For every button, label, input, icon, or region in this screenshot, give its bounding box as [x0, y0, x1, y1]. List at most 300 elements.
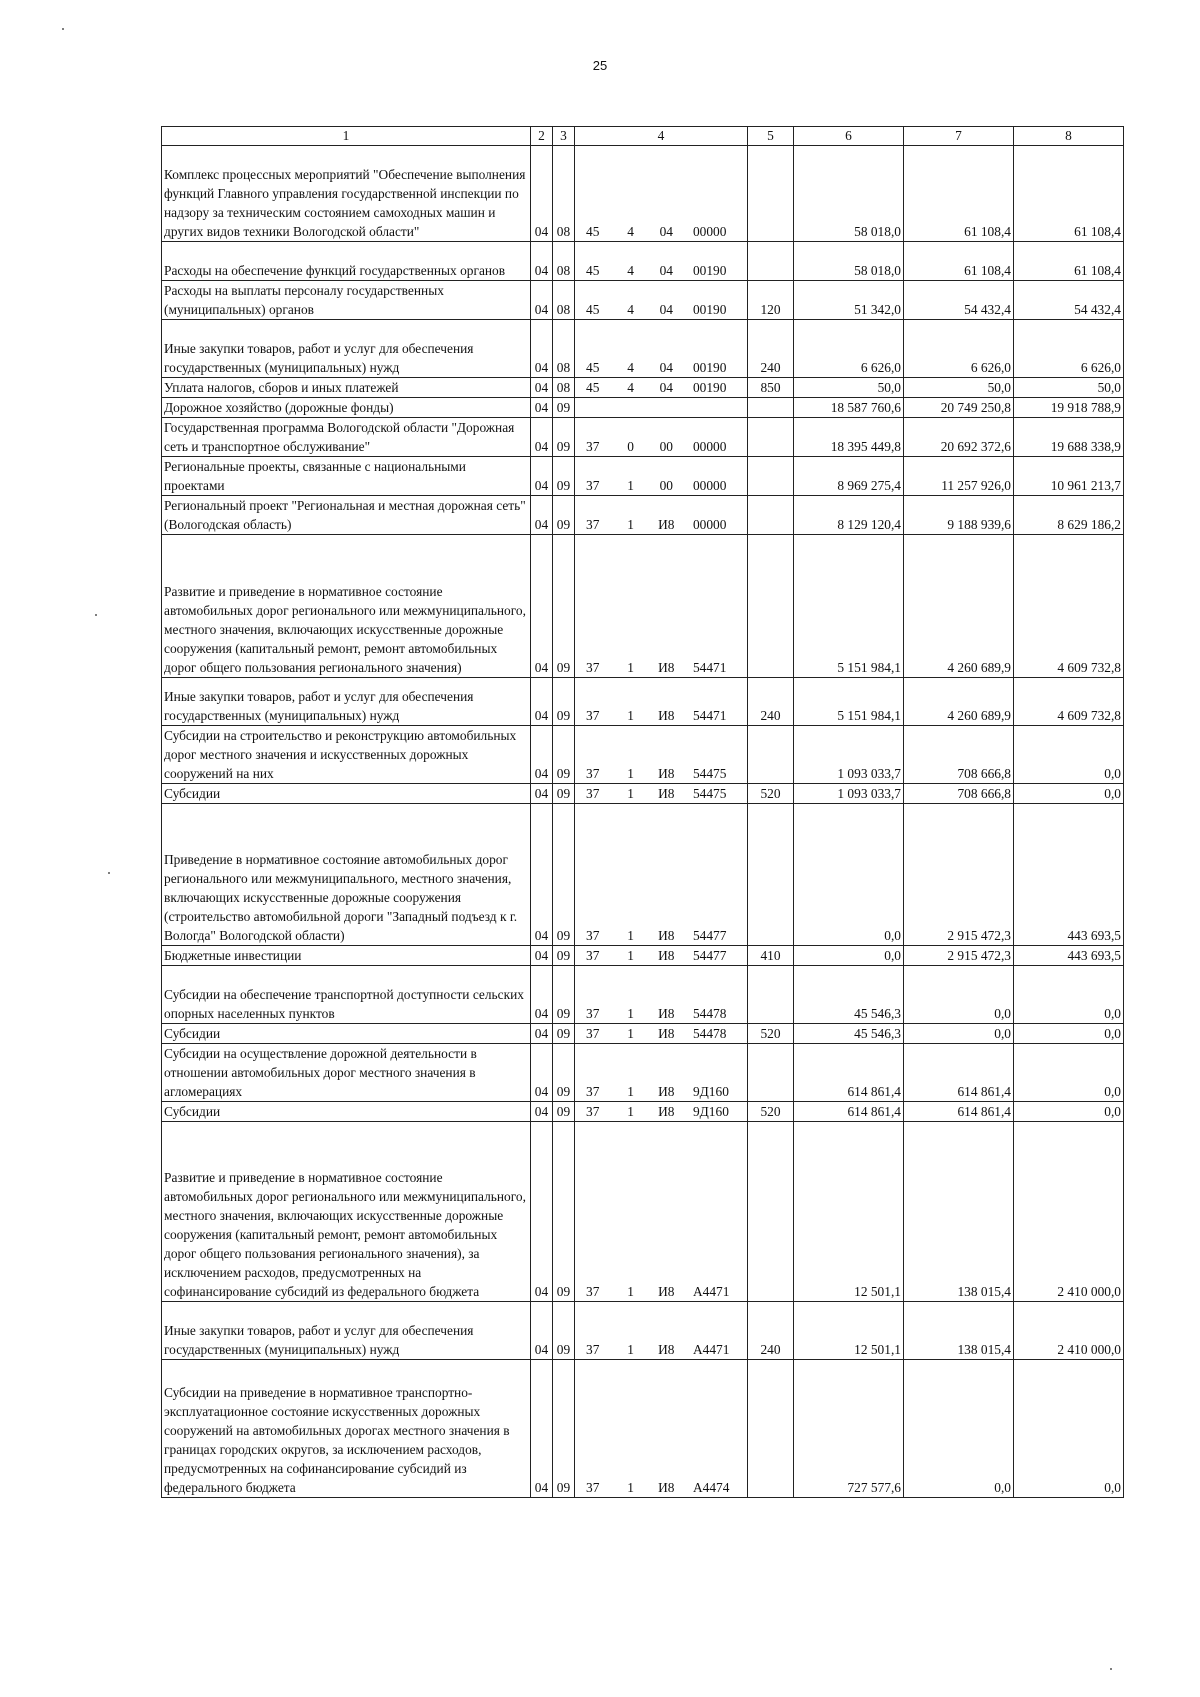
- target-article-code-parts: [577, 1004, 745, 1023]
- expense-type-code: [748, 457, 794, 496]
- table-row: [162, 1302, 1124, 1360]
- amount-year-1: 5 151 984,1: [794, 678, 904, 726]
- target-article-code: [575, 1102, 748, 1122]
- code-part-4: 9Д160: [692, 1104, 729, 1119]
- amount-year-3: 8 629 186,2: [1014, 496, 1124, 535]
- amount-year-3: 2 410 000,0: [1014, 1122, 1124, 1302]
- subsection-code: 09: [553, 1024, 575, 1044]
- target-article-code: [575, 784, 748, 804]
- amount-year-3: 6 626,0: [1014, 320, 1124, 378]
- header-col-7: 7: [904, 127, 1014, 146]
- page-number: 25: [592, 58, 608, 73]
- table-row: [162, 1024, 1124, 1044]
- amount-year-2: 2 915 472,3: [904, 946, 1014, 966]
- amount-year-2: 0,0: [904, 966, 1014, 1024]
- table-row: [162, 281, 1124, 320]
- amount-year-2: 9 188 939,6: [904, 496, 1014, 535]
- amount-year-1: 0,0: [794, 946, 904, 966]
- amount-year-2: 0,0: [904, 1024, 1014, 1044]
- amount-year-2: 50,0: [904, 378, 1014, 398]
- subsection-code: 08: [553, 320, 575, 378]
- target-article-code-parts: [577, 222, 745, 241]
- code-part-1: 37: [586, 1342, 600, 1357]
- code-part-3: 04: [659, 360, 673, 375]
- code-part-2: 1: [627, 660, 634, 675]
- target-article-code: [575, 281, 748, 320]
- subsection-code: 09: [553, 784, 575, 804]
- code-part-1: 45: [586, 263, 600, 278]
- amount-year-3: 443 693,5: [1014, 804, 1124, 946]
- subsection-code: 09: [553, 966, 575, 1024]
- table-row: [162, 535, 1124, 678]
- amount-year-1: 0,0: [794, 804, 904, 946]
- target-article-code: [575, 726, 748, 784]
- code-part-3: 04: [659, 302, 673, 317]
- code-part-2: 4: [627, 380, 634, 395]
- target-article-code-parts: [577, 764, 745, 783]
- amount-year-3: 443 693,5: [1014, 946, 1124, 966]
- code-part-3: 00: [659, 478, 673, 493]
- section-code: 04: [531, 378, 553, 398]
- code-part-1: 37: [586, 478, 600, 493]
- code-part-1: 37: [586, 1480, 600, 1495]
- section-code: 04: [531, 1122, 553, 1302]
- subsection-code: 09: [553, 726, 575, 784]
- section-code: 04: [531, 1302, 553, 1360]
- target-article-code: [575, 378, 748, 398]
- section-code: 04: [531, 146, 553, 242]
- target-article-code: [575, 418, 748, 457]
- amount-year-3: 0,0: [1014, 784, 1124, 804]
- amount-year-1: 1 093 033,7: [794, 726, 904, 784]
- section-code: 04: [531, 1024, 553, 1044]
- target-article-code: [575, 1044, 748, 1102]
- amount-year-2: 61 108,4: [904, 242, 1014, 281]
- code-part-1: 37: [586, 1026, 600, 1041]
- expense-type-code: 520: [748, 1024, 794, 1044]
- amount-year-1: 8 129 120,4: [794, 496, 904, 535]
- row-name: Иные закупки товаров, работ и услуг для обеспечения государственных (муниципальных) нужд: [162, 320, 531, 378]
- row-name: Расходы на выплаты персоналу государственных (муниципальных) органов: [162, 281, 531, 320]
- code-part-1: 37: [586, 766, 600, 781]
- amount-year-2: 138 015,4: [904, 1122, 1014, 1302]
- expense-type-code: 240: [748, 1302, 794, 1360]
- target-article-code: [575, 1122, 748, 1302]
- code-part-3: И8: [658, 1284, 675, 1299]
- code-part-2: 1: [627, 948, 634, 963]
- row-name: Субсидии на приведение в нормативное транспортно-эксплуатационное состояние искусственных дорожных сооружений на автомобильных дорогах местного значения в границах городских округов, за исключением расходов, предусмотренных на софинансирование субсидий из федерального бюджета: [162, 1360, 531, 1498]
- target-article-code-parts: [577, 515, 745, 534]
- amount-year-1: 12 501,1: [794, 1122, 904, 1302]
- amount-year-1: 12 501,1: [794, 1302, 904, 1360]
- amount-year-2: 61 108,4: [904, 146, 1014, 242]
- expense-type-code: [748, 146, 794, 242]
- target-article-code: [575, 966, 748, 1024]
- budget-table: [161, 126, 1124, 1498]
- subsection-code: 09: [553, 1360, 575, 1498]
- expense-type-code: 520: [748, 784, 794, 804]
- row-name: Развитие и приведение в нормативное состояние автомобильных дорог регионального или межмуниципального, местного значения, включающих искусственные дорожные сооружения (капитальный ремонт, ремонт автомобильных дорог общего пользования регионального значения), за исключением расходов, предусмотренных на софинансирование субсидий из федерального бюджета: [162, 1122, 531, 1302]
- code-part-2: 1: [627, 1104, 634, 1119]
- table-row: [162, 242, 1124, 281]
- code-part-4: 54478: [692, 1026, 727, 1041]
- section-code: 04: [531, 804, 553, 946]
- subsection-code: 09: [553, 804, 575, 946]
- expense-type-code: 240: [748, 678, 794, 726]
- expense-type-code: [748, 418, 794, 457]
- section-code: 04: [531, 1102, 553, 1122]
- amount-year-1: 50,0: [794, 378, 904, 398]
- target-article-code: [575, 320, 748, 378]
- row-name: Субсидии на строительство и реконструкцию автомобильных дорог местного значения и искусственных дорожных сооружений на них: [162, 726, 531, 784]
- table-row: [162, 804, 1124, 946]
- amount-year-1: 18 395 449,8: [794, 418, 904, 457]
- code-part-2: 0: [627, 439, 634, 454]
- target-article-code-parts: [577, 1282, 745, 1301]
- amount-year-2: 6 626,0: [904, 320, 1014, 378]
- code-part-4: 54475: [692, 766, 727, 781]
- amount-year-2: 54 432,4: [904, 281, 1014, 320]
- code-part-3: И8: [658, 786, 675, 801]
- subsection-code: 09: [553, 1302, 575, 1360]
- table-row: [162, 1122, 1124, 1302]
- target-article-code-parts: [577, 437, 745, 456]
- expense-type-code: [748, 242, 794, 281]
- code-part-1: 37: [586, 1284, 600, 1299]
- table-body: [162, 146, 1124, 1498]
- amount-year-1: 45 546,3: [794, 1024, 904, 1044]
- code-part-1: 37: [586, 439, 600, 454]
- amount-year-3: 0,0: [1014, 726, 1124, 784]
- section-code: 04: [531, 242, 553, 281]
- row-name: Дорожное хозяйство (дорожные фонды): [162, 398, 531, 418]
- target-article-code-parts: [577, 1024, 745, 1043]
- target-article-code: [575, 804, 748, 946]
- amount-year-2: 2 915 472,3: [904, 804, 1014, 946]
- code-part-3: И8: [658, 517, 675, 532]
- header-col-5: 5: [748, 127, 794, 146]
- code-part-4: 9Д160: [692, 1084, 729, 1099]
- subsection-code: 08: [553, 146, 575, 242]
- subsection-code: 09: [553, 535, 575, 678]
- row-name: Субсидии на обеспечение транспортной доступности сельских опорных населенных пунктов: [162, 966, 531, 1024]
- row-name: Субсидии на осуществление дорожной деятельности в отношении автомобильных дорог местного значения в агломерациях: [162, 1044, 531, 1102]
- row-name: Иные закупки товаров, работ и услуг для обеспечения государственных (муниципальных) нужд: [162, 678, 531, 726]
- section-code: 04: [531, 726, 553, 784]
- code-part-4: 54471: [692, 708, 727, 723]
- table-row: [162, 946, 1124, 966]
- table-row: [162, 418, 1124, 457]
- code-part-1: 37: [586, 928, 600, 943]
- expense-type-code: 410: [748, 946, 794, 966]
- amount-year-1: 5 151 984,1: [794, 535, 904, 678]
- code-part-3: И8: [658, 766, 675, 781]
- row-name: Уплата налогов, сборов и иных платежей: [162, 378, 531, 398]
- expense-type-code: [748, 966, 794, 1024]
- code-part-3: 04: [659, 263, 673, 278]
- table-row: [162, 398, 1124, 418]
- code-part-4: 54475: [692, 786, 727, 801]
- amount-year-1: 6 626,0: [794, 320, 904, 378]
- row-name: Государственная программа Вологодской области "Дорожная сеть и транспортное обслуживание": [162, 418, 531, 457]
- amount-year-2: 708 666,8: [904, 784, 1014, 804]
- section-code: 04: [531, 678, 553, 726]
- subsection-code: 09: [553, 946, 575, 966]
- header-col-6: 6: [794, 127, 904, 146]
- expense-type-code: 850: [748, 378, 794, 398]
- table-row: [162, 678, 1124, 726]
- code-part-4: 54471: [692, 660, 727, 675]
- code-part-2: 1: [627, 1026, 634, 1041]
- code-part-2: 1: [627, 1006, 634, 1021]
- target-article-code-parts: [577, 378, 745, 397]
- row-name: Субсидии: [162, 1102, 531, 1122]
- code-part-2: 1: [627, 478, 634, 493]
- row-name: Субсидии: [162, 784, 531, 804]
- scan-speck: [108, 872, 110, 874]
- subsection-code: 09: [553, 678, 575, 726]
- code-part-3: И8: [658, 948, 675, 963]
- code-part-3: И8: [658, 708, 675, 723]
- header-col-8: 8: [1014, 127, 1124, 146]
- amount-year-2: 0,0: [904, 1360, 1014, 1498]
- section-code: 04: [531, 496, 553, 535]
- expense-type-code: 520: [748, 1102, 794, 1122]
- amount-year-1: 45 546,3: [794, 966, 904, 1024]
- section-code: 04: [531, 457, 553, 496]
- target-article-code: [575, 146, 748, 242]
- target-article-code: [575, 678, 748, 726]
- table-row: [162, 378, 1124, 398]
- amount-year-3: 10 961 213,7: [1014, 457, 1124, 496]
- expense-type-code: [748, 1360, 794, 1498]
- amount-year-1: 1 093 033,7: [794, 784, 904, 804]
- row-name: Расходы на обеспечение функций государственных органов: [162, 242, 531, 281]
- subsection-code: 09: [553, 1044, 575, 1102]
- code-part-3: И8: [658, 1026, 675, 1041]
- amount-year-2: 614 861,4: [904, 1044, 1014, 1102]
- code-part-4: 00000: [692, 439, 727, 454]
- code-part-1: 45: [586, 224, 600, 239]
- amount-year-1: 727 577,6: [794, 1360, 904, 1498]
- row-name: Субсидии: [162, 1024, 531, 1044]
- code-part-1: 45: [586, 302, 600, 317]
- scan-speck: [95, 614, 97, 616]
- subsection-code: 09: [553, 457, 575, 496]
- target-article-code-parts: [577, 946, 745, 965]
- section-code: 04: [531, 1360, 553, 1498]
- code-part-4: 00190: [692, 302, 727, 317]
- code-part-4: 54477: [692, 948, 727, 963]
- code-part-4: 00190: [692, 360, 727, 375]
- code-part-2: 4: [627, 263, 634, 278]
- subsection-code: 09: [553, 1122, 575, 1302]
- code-part-1: 37: [586, 1006, 600, 1021]
- header-col-1: 1: [162, 127, 531, 146]
- amount-year-3: 50,0: [1014, 378, 1124, 398]
- code-part-3: И8: [658, 1006, 675, 1021]
- subsection-code: 08: [553, 242, 575, 281]
- header-col-3: 3: [553, 127, 575, 146]
- subsection-code: 09: [553, 1102, 575, 1122]
- code-part-4: 00190: [692, 380, 727, 395]
- amount-year-3: 4 609 732,8: [1014, 535, 1124, 678]
- amount-year-2: 4 260 689,9: [904, 678, 1014, 726]
- section-code: 04: [531, 784, 553, 804]
- amount-year-1: 614 861,4: [794, 1044, 904, 1102]
- code-part-3: 04: [659, 380, 673, 395]
- expense-type-code: [748, 1044, 794, 1102]
- target-article-code: [575, 1024, 748, 1044]
- target-article-code: [575, 496, 748, 535]
- target-article-code-parts: [577, 1102, 745, 1121]
- target-article-code: [575, 242, 748, 281]
- target-article-code-parts: [577, 261, 745, 280]
- expense-type-code: [748, 496, 794, 535]
- section-code: 04: [531, 966, 553, 1024]
- code-part-2: 1: [627, 1284, 634, 1299]
- table-row: [162, 784, 1124, 804]
- section-code: 04: [531, 946, 553, 966]
- code-part-2: 4: [627, 224, 634, 239]
- amount-year-1: 18 587 760,6: [794, 398, 904, 418]
- code-part-4: 00000: [692, 517, 727, 532]
- amount-year-2: 138 015,4: [904, 1302, 1014, 1360]
- row-name: Комплекс процессных мероприятий "Обеспечение выполнения функций Главного управления государственной инспекции по надзору за техническим состоянием самоходных машин и других видов техники Вологодской области": [162, 146, 531, 242]
- code-part-4: 54478: [692, 1006, 727, 1021]
- amount-year-3: 0,0: [1014, 1024, 1124, 1044]
- code-part-3: И8: [658, 928, 675, 943]
- target-article-code-parts: [577, 300, 745, 319]
- amount-year-3: 0,0: [1014, 1102, 1124, 1122]
- target-article-code: [575, 457, 748, 496]
- code-part-4: 00000: [692, 224, 727, 239]
- amount-year-3: 0,0: [1014, 1044, 1124, 1102]
- header-col-2: 2: [531, 127, 553, 146]
- expense-type-code: [748, 726, 794, 784]
- code-part-2: 1: [627, 1084, 634, 1099]
- code-part-3: И8: [658, 660, 675, 675]
- target-article-code: [575, 1360, 748, 1498]
- amount-year-3: 2 410 000,0: [1014, 1302, 1124, 1360]
- row-name: Бюджетные инвестиции: [162, 946, 531, 966]
- code-part-4: А4471: [692, 1284, 730, 1299]
- amount-year-3: 4 609 732,8: [1014, 678, 1124, 726]
- scan-speck: [62, 28, 64, 30]
- target-article-code: [575, 1302, 748, 1360]
- section-code: 04: [531, 1044, 553, 1102]
- code-part-2: 1: [627, 1342, 634, 1357]
- target-article-code-parts: [577, 358, 745, 377]
- code-part-1: 37: [586, 1084, 600, 1099]
- amount-year-3: 61 108,4: [1014, 242, 1124, 281]
- amount-year-3: 54 432,4: [1014, 281, 1124, 320]
- row-name: Региональный проект "Региональная и местная дорожная сеть" (Вологодская область): [162, 496, 531, 535]
- code-part-2: 1: [627, 1480, 634, 1495]
- row-name: Приведение в нормативное состояние автомобильных дорог регионального или межмуниципального, местного значения, включающих искусственные дорожные сооружения (строительство автомобильной дороги "Западный подъезд к г. Вологда" Вологодской области): [162, 804, 531, 946]
- code-part-2: 1: [627, 928, 634, 943]
- code-part-2: 4: [627, 360, 634, 375]
- amount-year-3: 61 108,4: [1014, 146, 1124, 242]
- target-article-code-parts: [577, 1340, 745, 1359]
- table-row: [162, 726, 1124, 784]
- target-article-code: [575, 398, 748, 418]
- table-row: [162, 1044, 1124, 1102]
- code-part-1: 45: [586, 360, 600, 375]
- section-code: 04: [531, 418, 553, 457]
- code-part-4: А4471: [692, 1342, 730, 1357]
- code-part-3: 04: [659, 224, 673, 239]
- code-part-3: И8: [658, 1104, 675, 1119]
- amount-year-1: 614 861,4: [794, 1102, 904, 1122]
- section-code: 04: [531, 535, 553, 678]
- scan-speck: [1110, 1668, 1112, 1670]
- code-part-3: И8: [658, 1084, 675, 1099]
- section-code: 04: [531, 398, 553, 418]
- subsection-code: 09: [553, 496, 575, 535]
- target-article-code-parts: [577, 926, 745, 945]
- amount-year-3: 0,0: [1014, 966, 1124, 1024]
- code-part-1: 37: [586, 948, 600, 963]
- code-part-3: 00: [659, 439, 673, 454]
- amount-year-2: 614 861,4: [904, 1102, 1014, 1122]
- subsection-code: 09: [553, 418, 575, 457]
- amount-year-2: 11 257 926,0: [904, 457, 1014, 496]
- row-name: Иные закупки товаров, работ и услуг для обеспечения государственных (муниципальных) нужд: [162, 1302, 531, 1360]
- amount-year-3: 19 688 338,9: [1014, 418, 1124, 457]
- code-part-1: 37: [586, 517, 600, 532]
- table-row: [162, 1102, 1124, 1122]
- table-row: [162, 320, 1124, 378]
- section-code: 04: [531, 320, 553, 378]
- section-code: 04: [531, 281, 553, 320]
- target-article-code: [575, 535, 748, 678]
- amount-year-1: 58 018,0: [794, 146, 904, 242]
- code-part-2: 4: [627, 302, 634, 317]
- amount-year-3: 19 918 788,9: [1014, 398, 1124, 418]
- row-name: Региональные проекты, связанные с национальными проектами: [162, 457, 531, 496]
- header-col-4: 4: [575, 127, 748, 146]
- amount-year-3: 0,0: [1014, 1360, 1124, 1498]
- amount-year-1: 58 018,0: [794, 242, 904, 281]
- amount-year-2: 20 749 250,8: [904, 398, 1014, 418]
- amount-year-2: 4 260 689,9: [904, 535, 1014, 678]
- amount-year-1: 8 969 275,4: [794, 457, 904, 496]
- expense-type-code: [748, 535, 794, 678]
- code-part-2: 1: [627, 517, 634, 532]
- amount-year-2: 708 666,8: [904, 726, 1014, 784]
- code-part-1: 37: [586, 708, 600, 723]
- code-part-1: 37: [586, 1104, 600, 1119]
- target-article-code-parts: [577, 784, 745, 803]
- row-name: Развитие и приведение в нормативное состояние автомобильных дорог регионального или межмуниципального, местного значения, включающих искусственные дорожные сооружения (капитальный ремонт, ремонт автомобильных дорог общего пользования регионального значения): [162, 535, 531, 678]
- table-row: [162, 496, 1124, 535]
- expense-type-code: 120: [748, 281, 794, 320]
- code-part-2: 1: [627, 786, 634, 801]
- code-part-2: 1: [627, 708, 634, 723]
- target-article-code-parts: [577, 658, 745, 677]
- code-part-4: 54477: [692, 928, 727, 943]
- table-row: [162, 146, 1124, 242]
- amount-year-2: 20 692 372,6: [904, 418, 1014, 457]
- expense-type-code: [748, 804, 794, 946]
- amount-year-1: 51 342,0: [794, 281, 904, 320]
- code-part-4: 00000: [692, 478, 727, 493]
- target-article-code-parts: [577, 706, 745, 725]
- code-part-1: 45: [586, 380, 600, 395]
- target-article-code-parts: [577, 1082, 745, 1101]
- code-part-1: 37: [586, 786, 600, 801]
